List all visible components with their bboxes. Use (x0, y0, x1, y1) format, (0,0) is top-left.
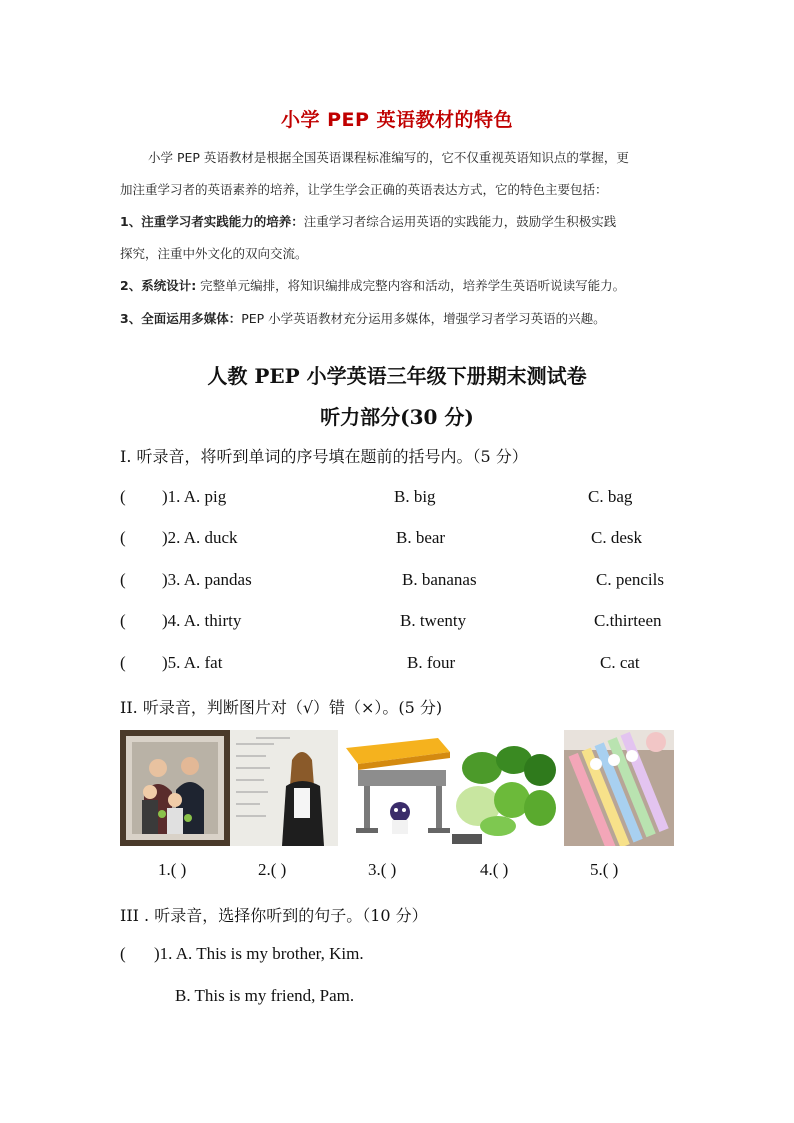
option-c: C.thirteen (594, 611, 662, 630)
intro-item-2-heading: 2、系统设计: (120, 278, 197, 293)
intro-item-1 (120, 208, 680, 236)
intro-item-1-heading: 1、注重学习者实践能力的培养： (120, 214, 304, 229)
option-b: B. four (407, 653, 456, 672)
question-row (120, 528, 680, 552)
rulers-photo (564, 730, 674, 846)
picture-answer-2: 2.( ) (258, 860, 287, 879)
intro-paragraph-line1: 小学 PEP 英语教材是根据全国英语课程标准编写的，它不仅重视英语知识点的掌握，更 (148, 150, 629, 165)
option-c: C. bag (588, 487, 633, 506)
section-3-heading: III . 听录音，选择你听到的句子。（10 分） (120, 906, 428, 925)
option-a: )4. A. thirty (162, 611, 242, 630)
intro-item-2-text: 完整单元编排，将知识编排成完整内容和活动，培养学生英语听说读写能力。 (196, 278, 626, 293)
option-a: )1. A. pig (162, 487, 227, 506)
intro-title: 小学 PEP 英语教材的特色 (280, 109, 514, 131)
option-a: )3. A. pandas (162, 570, 252, 589)
option-c: C. cat (600, 653, 640, 672)
vegetables-photo (452, 730, 562, 846)
question-row (120, 611, 680, 635)
answer-bracket: ( (120, 944, 126, 963)
option-c: C. pencils (596, 570, 664, 589)
answer-bracket: ( (120, 528, 126, 547)
option-a: )2. A. duck (162, 528, 238, 547)
intro-item-3-text: PEP 小学英语教材充分运用多媒体，增强学习者学习英语的兴趣。 (241, 311, 606, 326)
option-b: B. bear (396, 528, 446, 547)
picture-answers (120, 860, 680, 884)
picture-answer-1: 1.( ) (158, 860, 187, 879)
section-2-heading: II. 听录音，判断图片对（√）错（×）。(5 分) (120, 698, 443, 717)
question-row (120, 653, 680, 677)
option-a: )5. A. fat (162, 653, 223, 672)
intro-item-3-heading: 3、全面运用多媒体： (120, 311, 242, 326)
section-1-heading: Ⅰ. 听录音，将听到单词的序号填在题前的括号内。（5 分） (120, 447, 528, 466)
intro-item-1-line2: 探究，注重中外文化的双向交流。 (120, 246, 308, 261)
picture-answer-4: 4.( ) (480, 860, 509, 879)
section-3-q1-option-b: B. This is my friend, Pam. (175, 986, 355, 1005)
option-b: B. twenty (400, 611, 467, 630)
answer-bracket: ( (120, 611, 126, 630)
option-b: B. big (394, 487, 436, 506)
intro-item-3 (120, 305, 680, 333)
section-3-q1-option-a: )1. A. This is my brother, Kim. (154, 944, 364, 963)
question-row (120, 487, 680, 511)
question-row (120, 570, 680, 594)
picture-answer-3: 3.( ) (368, 860, 397, 879)
family-photo (120, 730, 230, 846)
teacher-photo (230, 730, 338, 846)
intro-paragraph-line2: 加注重学习者的英语素养的培养，让学生学会正确的英语表达方式，它的特色主要包括： (120, 182, 608, 197)
exam-title: 人教 PEP 小学英语三年级下册期末测试卷 (207, 364, 587, 388)
answer-bracket: ( (120, 653, 126, 672)
option-c: C. desk (591, 528, 642, 547)
exam-subtitle: 听力部分(30 分) (320, 405, 474, 429)
answer-bracket: ( (120, 487, 126, 506)
option-b: B. bananas (402, 570, 477, 589)
desk-photo (340, 730, 452, 846)
picture-answer-5: 5.( ) (590, 860, 619, 879)
intro-item-1-text: 注重学习者综合运用英语的实践能力，鼓励学生积极实践 (303, 214, 617, 229)
intro-item-2 (120, 272, 680, 300)
answer-bracket: ( (120, 570, 126, 589)
